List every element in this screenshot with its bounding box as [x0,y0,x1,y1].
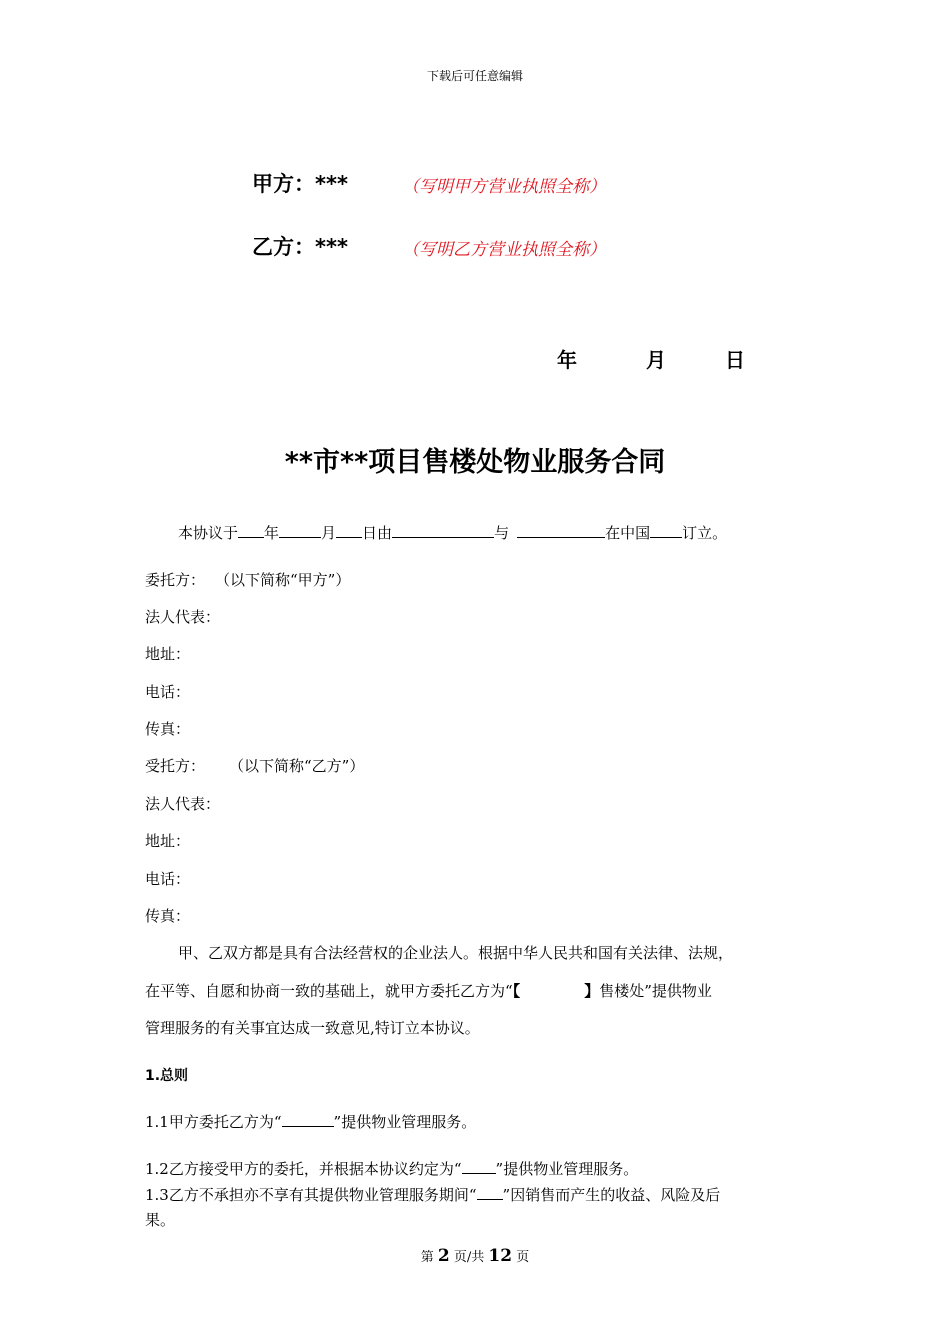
section-heading: 1.总则 [145,1068,189,1084]
current-page: 2 [437,1246,450,1266]
header-note: 下载后可任意编辑 [426,69,523,83]
party-b-label: 乙方：*** [252,235,348,259]
entrustor-phone: 电话： [145,683,191,701]
party-a-note: （写明甲方营业执照全称） [402,177,606,197]
entrustor-line: 委托方： （以下简称“甲方”） [145,571,351,589]
clause-1-1: 1.1甲方委托乙方为“ ”提供物业管理服务。 [145,1113,477,1131]
clause-1-3: 1.3乙方不承担亦不享有其提供物业管理服务期间“ ”因销售而产生的收益、风险及后 [145,1186,721,1204]
trustee-fax: 传真： [145,907,191,925]
bracket-close: 】 [584,982,600,1000]
bracket-open: 【 [512,982,521,1000]
trustee-address: 地址： [145,832,191,850]
date-year: 年 [557,348,577,372]
trustee-phone: 电话： [145,870,191,888]
date-day: 日 [725,348,745,372]
party-a-label: 甲方：*** [252,172,348,196]
party-b-note: （写明乙方营业执照全称） [402,240,606,260]
agreement-line: 本协议于 年 月 日由 与 在中国 订立。 [178,524,728,542]
entrustor-address: 地址： [145,645,191,663]
date-month: 月 [646,348,666,372]
clause-1-2: 1.2乙方接受甲方的委托，并根据本协议约定为“ ”提供物业管理服务。 [145,1160,639,1178]
entrustor-rep: 法人代表： [145,608,221,626]
trustee-rep: 法人代表： [145,795,221,813]
intro-line-2: 在平等、自愿和协商一致的基础上，就甲方委托乙方为“【 】售楼处”提供物业 [145,982,712,1000]
clause-1-3-cont: 果。 [145,1211,176,1229]
contract-title: **市**项目售楼处物业服务合同 [284,447,666,478]
page-footer: 第 2 页/共 12 页 [420,1246,530,1266]
entrustor-fax: 传真： [145,720,191,738]
trustee-line: 受托方： （以下简称“乙方”） [145,757,365,775]
total-pages: 12 [488,1246,513,1266]
intro-line-3: 管理服务的有关事宜达成一致意见,特订立本协议。 [145,1019,480,1037]
intro-line-1: 甲、乙双方都是具有合法经营权的企业法人。根据中华人民共和国有关法律、法规， [178,944,734,962]
